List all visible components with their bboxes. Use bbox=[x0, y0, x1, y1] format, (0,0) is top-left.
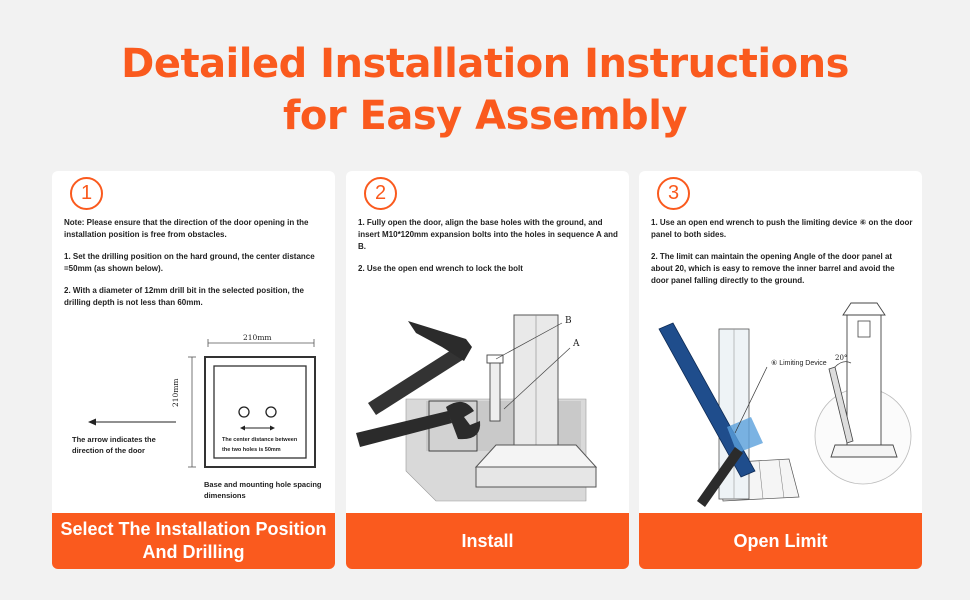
width-dimension-label: 210mm bbox=[243, 333, 272, 342]
angle-label: 20° bbox=[835, 354, 848, 362]
title-line-1: Detailed Installation Instructions bbox=[121, 41, 849, 87]
instruction-paragraph: 1. Fully open the door, align the base holes with the ground, and insert M10*120mm expansion bolts into the holes in sequence A and B. bbox=[358, 218, 618, 251]
instruction-paragraph: 1. Set the drilling position on the hard ground, the center distance =50mm (as shown below). bbox=[64, 252, 315, 273]
bolt-label-a: A bbox=[573, 339, 580, 349]
step-number-badge: 2 bbox=[364, 177, 397, 210]
bolt-install-diagram bbox=[346, 171, 629, 513]
base-spacing-note: Base and mounting hole spacing dimensions bbox=[204, 480, 322, 500]
step-number-badge: 3 bbox=[657, 177, 690, 210]
instruction-paragraph: Note: Please ensure that the direction of the door opening in the installation position is free from obstacles. bbox=[64, 218, 309, 239]
step-footer: Open Limit bbox=[639, 513, 922, 569]
step-number-badge: 1 bbox=[70, 177, 103, 210]
instruction-paragraph: 2. The limit can maintain the opening Angle of the door panel at about 20, which is easy to remove the inner barrel and avoid the door panel falling directly to the ground. bbox=[651, 252, 895, 285]
limiting-device-label: ⑥ Limiting Device bbox=[771, 360, 827, 367]
step-card-1 bbox=[52, 171, 335, 569]
limit-device-diagram bbox=[639, 171, 922, 513]
mounting-hole bbox=[266, 407, 276, 417]
instruction-paragraph: 2. Use the open end wrench to lock the bolt bbox=[358, 264, 523, 273]
title-line-2: for Easy Assembly bbox=[283, 93, 687, 139]
base-dimension-diagram bbox=[52, 171, 335, 513]
step-footer: Select The Installation Position And Drilling bbox=[52, 513, 335, 569]
bolt-label-b: B bbox=[565, 316, 572, 326]
instruction-paragraph: 2. With a diameter of 12mm drill bit in the selected position, the drilling depth is not less than 60mm. bbox=[64, 286, 304, 307]
instruction-paragraph: 1. Use an open end wrench to push the limiting device ⑥ on the door panel to both sides. bbox=[651, 218, 913, 239]
page-title bbox=[0, 38, 970, 142]
arrow-note: The arrow indicates the direction of the door bbox=[72, 435, 156, 455]
hole-spacing-note: The center distance between the two holes is 50mm bbox=[222, 437, 298, 453]
step-footer: Install bbox=[346, 513, 629, 569]
mounting-hole bbox=[239, 407, 249, 417]
step-card-3 bbox=[639, 171, 922, 569]
height-dimension-label: 210mm bbox=[171, 378, 180, 407]
step-card-2 bbox=[346, 171, 629, 569]
